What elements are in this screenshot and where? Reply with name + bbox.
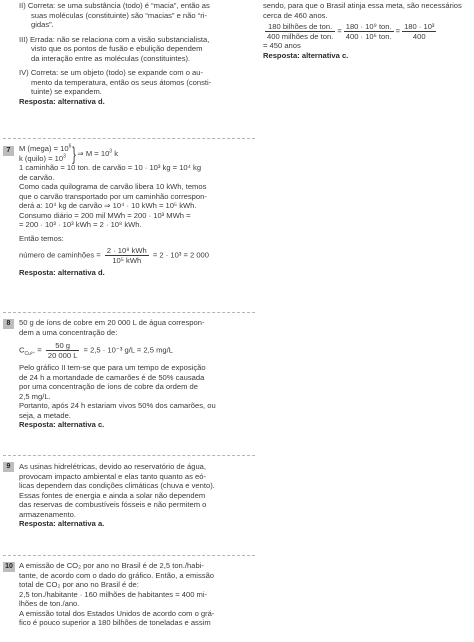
text-line: A emissão de CO₂ por ano no Brasil é de 2,5 ton./habi-	[19, 561, 204, 570]
text-line: sendo, para que o Brasil atinja essa meta, são necessários	[263, 1, 462, 10]
statement-iii-line: da interação entre as moléculas (constituintes).	[31, 53, 191, 63]
mega-definition: M (mega) = $10^6$	[19, 143, 72, 153]
text-line: de 24 h a mortandade de camarões é de 50% causada	[19, 372, 205, 382]
text-line: A emissão total dos Estados Unidos de acordo com o grá-	[19, 608, 215, 618]
text-line: Consumo diário = 200 mil MWh = 200 · 10³ MWh =	[19, 210, 191, 220]
fraction: $\frac{\text{180 · 10⁹ ton.}}{\text{400 · 10⁶ ton.}}$	[345, 22, 392, 41]
statement-ii-line: gidas”.	[31, 20, 54, 29]
text-line: licas dependem das condições climáticas (chuva e vento).	[19, 481, 215, 490]
answer-value: alternativa a.	[57, 519, 105, 528]
answer-label: Resposta:	[19, 519, 56, 528]
statement-iii-line: III) Errada: não se relaciona com a visão substancialista,	[19, 34, 210, 44]
item-10-continuation	[263, 1, 468, 60]
text-line: das reservas de combustíveis fósseis e não permitem o	[19, 500, 207, 509]
answer-label: Resposta:	[19, 420, 56, 429]
text-line: derá a: 10⁴ kg de carvão ⇒ 10⁴ · 10 kWh = 10⁵ kWh.	[19, 201, 197, 210]
section-divider	[3, 138, 255, 139]
brace-symbol: }	[72, 143, 77, 164]
text-line: cerca de 460 anos.	[263, 10, 328, 20]
answer-value: alternativa c.	[301, 50, 349, 60]
text-line: por uma concentração de íons de cobre da ordem de	[19, 382, 198, 391]
statement-ii-line: suas moléculas (constituinte) são “macias” e não “ri-	[31, 10, 207, 20]
text-line: armazenamento.	[19, 509, 76, 519]
item-6-continuation	[19, 1, 255, 106]
fraction: $\frac{\text{180 bilhões de ton.}}{\text{400 milhões de ton.}}$	[267, 22, 334, 41]
fraction: $\frac{\text{2 · 10⁸ kWh}}{\text{10⁵ kWh}}$	[106, 246, 147, 265]
section-divider	[3, 555, 255, 556]
result-line: = 450 anos	[263, 41, 301, 50]
text-line: lhões de ton./ano.	[19, 599, 80, 608]
answer-line	[263, 51, 468, 61]
answer-label: Resposta:	[19, 268, 56, 277]
answer-line	[19, 268, 255, 278]
text-line: Pelo gráfico II tem-se que para um tempo de exposição	[19, 363, 206, 372]
statement-iv-line: tuinte) se expandem.	[31, 87, 102, 96]
text-line: total de CO₂ por ano no Brasil é de:	[19, 580, 139, 589]
text-line: que o carvão transportado por um caminhão correspon-	[19, 191, 207, 201]
text-line: Portanto, após 24 h estariam vivos 50% dos camarões, ou	[19, 401, 216, 410]
answer-line	[19, 97, 255, 107]
text-line: Essas fontes de energia e ainda a solar não dependem	[19, 490, 206, 500]
question-number-7: 7	[3, 146, 14, 156]
text-line: seja, a metade.	[19, 410, 71, 420]
question-number-9: 9	[3, 462, 14, 472]
statement-iv-line: mento da temperatura, então os seus átomos (consti-	[31, 77, 212, 87]
answer-value: alternativa c.	[57, 420, 105, 429]
text-line: Como cada quilograma de carvão libera 10 kWh, temos	[19, 182, 207, 191]
statement-iii-line: visto que os pontos de fusão e ebulição dependem	[31, 44, 203, 53]
years-calculation: $\frac{\text{180 bilhões de ton.}}{\text{400 milhões de ton.}}$ = $\frac{\text{180 · 10⁹ ton.}}{\text{400 · 10⁶ ton.}}$ = $\frac{\text{180 · 10³}}{400}$	[267, 22, 435, 41]
text-line: provocam impacto ambiental e elas tanto quanto as eó-	[19, 471, 206, 481]
statement-ii-line: II) Correta: se uma substância (todo) é “macia”, então as	[19, 1, 210, 10]
item-9	[19, 462, 255, 529]
unit-definitions	[19, 144, 255, 163]
text-line: tante, de acordo com o dado do gráfico. Então, a emissão	[19, 570, 215, 580]
question-number-10: 10	[3, 562, 15, 572]
text-line: = 200 · 10³ · 10³ kWh = 2 · 10⁸ kWh.	[19, 220, 142, 229]
text-line: Então temos:	[19, 233, 64, 243]
text-line: de carvão.	[19, 172, 55, 182]
trucks-calculation: número de caminhões = $\frac{\text{2 · 10⁸ kWh}}{\text{10⁵ kWh}}$ = 2 · 10³ = 2 000	[19, 246, 210, 265]
fraction: $\frac{\text{180 · 10³}}{400}$	[404, 22, 435, 41]
answer-line	[19, 519, 255, 529]
text-line: 2,5 mg/L.	[19, 391, 51, 401]
text-line: 2,5 ton./habitante · 160 milhões de habitantes = 400 mi-	[19, 589, 208, 599]
text-line: fico é pouco superior a 180 bilhões de toneladas e assim	[19, 618, 211, 627]
text-line: 50 g de íons de cobre em 20 000 L de água correspon-	[19, 318, 205, 327]
section-divider	[3, 455, 255, 456]
text-line: As usinas hidrelétricas, devido ao reservatório de água,	[19, 462, 206, 471]
concentration-calculation: $C_{Cu^{2+}}$ = $\frac{50 g}{20 000 L}$ = 2,5 · 10⁻³ g/L = 2,5 mg/L	[19, 341, 173, 360]
answer-label: Resposta:	[19, 96, 56, 106]
kilo-definition: k (quilo) = $10^3$	[19, 152, 66, 163]
statement-iv-line: IV) Correta: se um objeto (todo) se expande com o au-	[19, 68, 204, 77]
answer-value: alternativa d.	[57, 96, 105, 106]
item-8	[19, 318, 255, 430]
answer-value: alternativa d.	[57, 268, 105, 277]
question-number-8: 8	[3, 319, 14, 329]
fraction: $\frac{50 g}{20 000 L}$	[47, 341, 78, 360]
answer-label: Resposta:	[263, 50, 300, 60]
text-line: dem a uma concentração de:	[19, 327, 118, 337]
item-7	[19, 144, 255, 278]
text-line: 1 caminhão = 10 ton. de carvão = 10 · 10³ kg = 10⁴ kg	[19, 163, 202, 172]
item-10	[19, 561, 255, 628]
answer-line	[19, 420, 255, 430]
unit-result: ⇒ $M = 10^3$ k	[77, 148, 118, 158]
section-divider	[3, 312, 255, 313]
